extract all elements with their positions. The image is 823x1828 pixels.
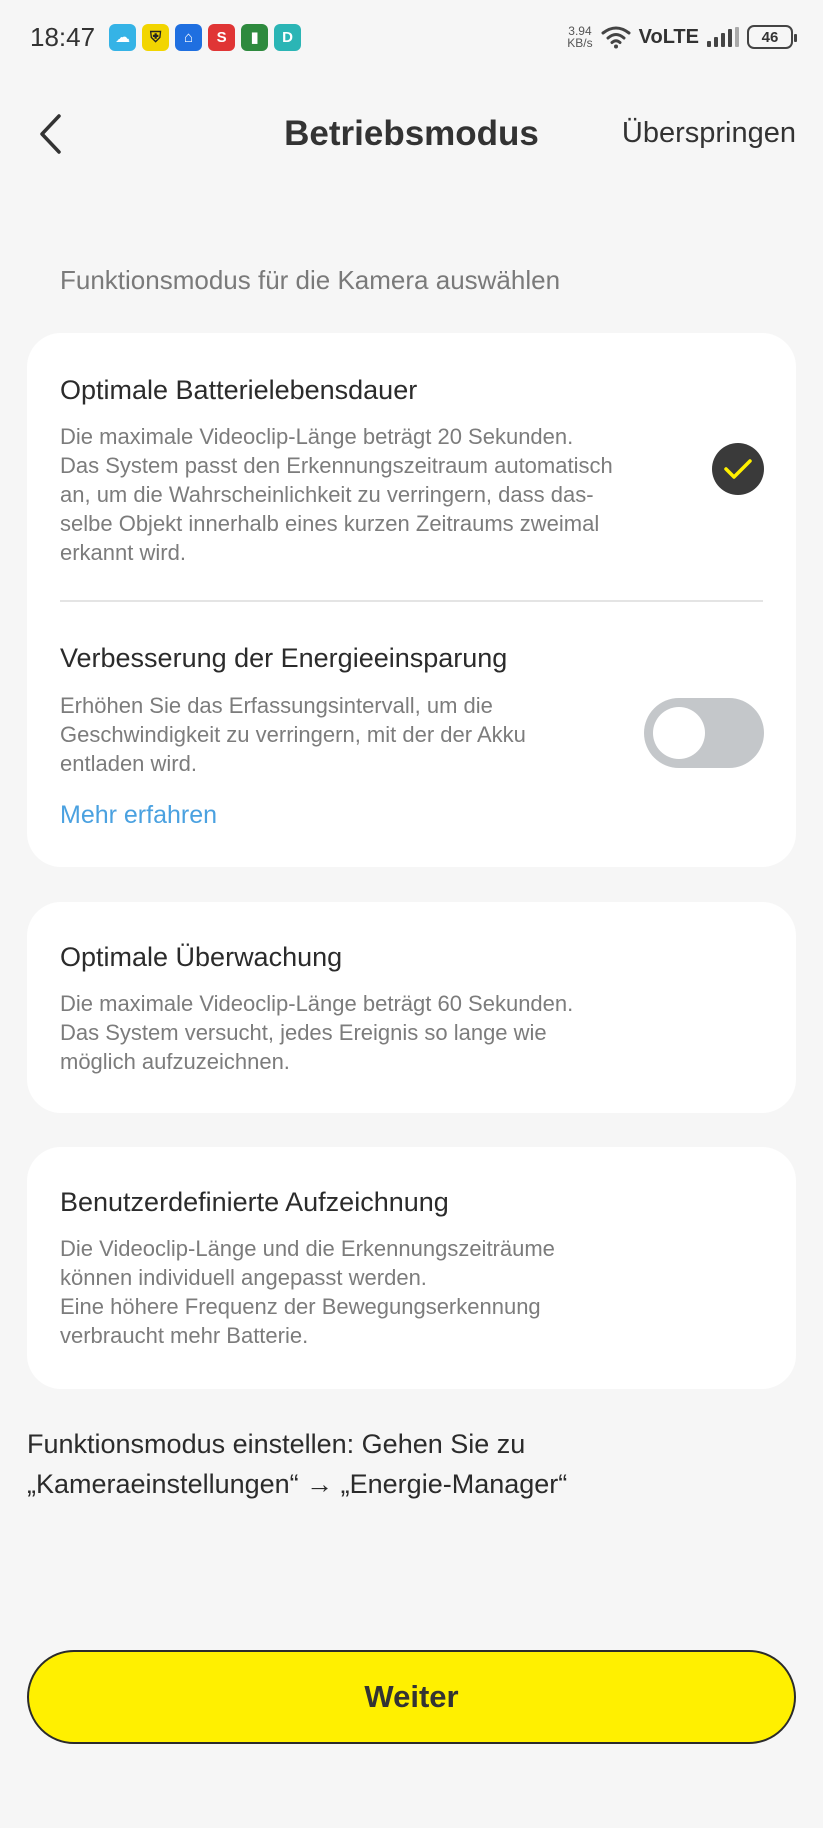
footer-note-line: „Kameraeinstellungen“ → „Energie-Manager“ — [27, 1469, 568, 1499]
description-line: an, um die Wahrscheinlichkeit zu verringern, dass das- — [60, 482, 594, 507]
selected-check[interactable] — [712, 443, 764, 495]
description-line: Eine höhere Frequenz der Bewegungserkennung — [60, 1294, 541, 1319]
net-speed-value: 3.94 — [568, 24, 592, 38]
toggle-knob — [653, 707, 705, 759]
option-description — [60, 1234, 555, 1350]
mode-card-battery — [27, 333, 796, 867]
section-heading: Funktionsmodus für die Kamera auswählen — [60, 265, 561, 295]
description-line: können individuell angepasst werden. — [60, 1265, 427, 1290]
description-line: selbe Objekt innerhalb eines kurzen Zeitraums zweimal — [60, 511, 600, 536]
description-line: entladen wird. — [60, 751, 197, 776]
signal-icon — [707, 27, 739, 47]
net-speed-unit: KB/s — [567, 36, 593, 50]
sub-option-description — [60, 691, 526, 778]
volte-label: VoLTE — [638, 25, 699, 48]
battery-level: 46 — [761, 28, 779, 46]
page-title: Betriebsmodus — [284, 114, 539, 153]
cloud-app-icon: ☁ — [109, 24, 136, 51]
notification-icons — [109, 24, 301, 51]
option-title: Optimale Überwachung — [60, 942, 343, 972]
net-speed — [567, 25, 592, 49]
status-right — [567, 25, 793, 49]
wifi-icon — [601, 25, 631, 49]
description-line: Erhöhen Sie das Erfassungsintervall, um die — [60, 693, 493, 718]
shield-app-icon: ⛨ — [142, 24, 169, 51]
option-description — [60, 989, 573, 1076]
d-app-icon: D — [274, 24, 301, 51]
footer-note — [27, 1424, 567, 1504]
mode-card-custom[interactable] — [27, 1147, 796, 1389]
continue-button[interactable]: Weiter — [27, 1650, 796, 1744]
checkmark-icon — [723, 458, 753, 480]
footer-note-line: Funktionsmodus einstellen: Gehen Sie zu — [27, 1429, 526, 1459]
description-line: möglich aufzuzeichnen. — [60, 1049, 290, 1074]
header — [0, 100, 823, 170]
description-line: Das System passt den Erkennungszeitraum automatisch — [60, 453, 613, 478]
description-line: Das System versucht, jedes Ereignis so lange wie — [60, 1020, 547, 1045]
description-line: Die Videoclip-Länge und die Erkennungszeiträume — [60, 1236, 555, 1261]
learn-more-link[interactable]: Mehr erfahren — [60, 801, 218, 829]
description-line: Geschwindigkeit zu verringern, mit der der Akku — [60, 722, 526, 747]
s-app-icon: S — [208, 24, 235, 51]
battery-app-icon: ▮ — [241, 24, 268, 51]
description-line: erkannt wird. — [60, 540, 186, 565]
status-bar — [0, 0, 823, 74]
battery-icon — [747, 25, 793, 49]
option-title: Benutzerdefinierte Aufzeichnung — [60, 1187, 449, 1217]
description-line: Die maximale Videoclip-Länge beträgt 20 Sekunden. — [60, 424, 574, 449]
description-line: verbraucht mehr Batterie. — [60, 1323, 309, 1348]
energy-saving-toggle[interactable] — [644, 698, 764, 768]
description-line: Die maximale Videoclip-Länge beträgt 60 Sekunden. — [60, 991, 574, 1016]
mode-card-surveillance[interactable] — [27, 902, 796, 1113]
option-title[interactable]: Optimale Batterielebensdauer — [60, 375, 418, 405]
skip-button[interactable]: Überspringen — [621, 117, 796, 149]
divider — [60, 600, 763, 602]
home-app-icon: ⌂ — [175, 24, 202, 51]
status-time: 18:47 — [30, 21, 96, 52]
option-description — [60, 422, 613, 567]
sub-option-title: Verbesserung der Energieeinsparung — [60, 643, 508, 673]
